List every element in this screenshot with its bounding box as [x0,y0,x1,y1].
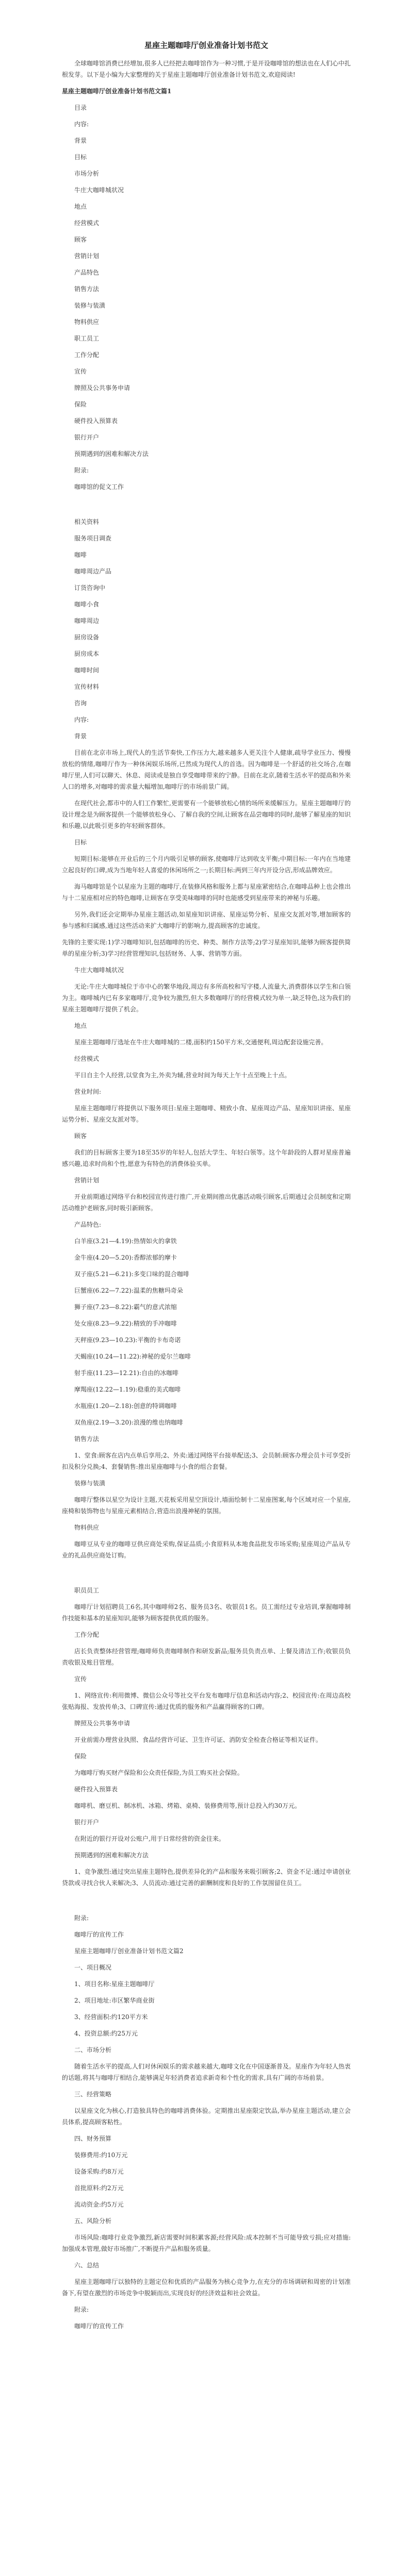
paragraph: 设备采购:约8万元 [74,2168,124,2175]
paragraph: 咖啡豆从专业的咖啡豆供应商处采购,保证品质;小食原料从本地食品批发市场采购;星座周边产品从专业的礼品供应商处订购。 [62,1540,351,1559]
paragraph: 三、经营策略 [74,2091,112,2098]
paragraph: 4、投资总额:约25万元 [74,2030,138,2037]
paragraph: 四、财务预算 [74,2135,112,2142]
paragraph: 厨房设备 [74,634,100,641]
paragraph: 1、堂食:顾客在店内点单后享用;2、外卖:通过网络平台接单配送;3、会员制:顾客办理会员卡可享受折扣及积分兑换;4、套餐销售:推出星座咖啡与小食的组合套餐。 [62,1452,351,1470]
paragraph: 1、竞争激烈:通过突出星座主题特色,提供差异化的产品和服务来吸引顾客;2、资金不足:通过申请创业贷款或寻找合伙人来解决;3、人员流动:通过完善的薪酬制度和良好的工作氛围留住员工。 [62,1868,351,1887]
paragraph: 开业前需办理营业执照、食品经营许可证、卫生许可证、消防安全检查合格证等相关证件。 [74,1736,322,1743]
paragraph: 目标 [74,154,87,161]
paragraph: 1、网络宣传:利用微博、微信公众号等社交平台发布咖啡厅信息和活动内容;2、校园宣传:在周边高校张贴海报、发放传单;3、口碑宣传:通过优质的服务和产品赢得顾客的口碑。 [62,1692,351,1710]
paragraph: 内容: [74,121,89,128]
paragraph: 咖啡厅的宣传工作 [74,2323,124,2330]
paragraph: 星座主题咖啡厅将提供以下服务项目:星座主题咖啡、精致小食、星座周边产品、星座知识讲座、星座运势分析、星座交友派对等。 [62,1105,351,1123]
paragraph: 预期遇到的困难和解决方法 [74,450,149,457]
paragraph: 咖啡厅计划招聘员工6名,其中咖啡师2名、服务员3名、收银员1名。员工需经过专业培训,掌握咖啡制作技能和基本的星座知识,能够为顾客提供优质的服务。 [62,1603,351,1622]
paragraph: 营销计划 [74,1177,100,1184]
paragraph: 双子座(5.21—6.21):多变口味的混合咖啡 [74,1270,189,1278]
paragraph: 星座主题咖啡厅选址在牛庄大咖啡城的二楼,面积约150平方米,交通便利,周边配套设施完善。 [74,1039,328,1046]
paragraph: 服务项目调查 [74,535,112,542]
paragraph: 物料供应 [74,318,100,326]
paragraph: 天秤座(9.23—10.23):平衡的卡布奇诺 [74,1336,181,1344]
paragraph: 职工员工 [74,335,100,342]
paragraph: 咖啡馆的促文工作 [74,483,124,490]
paragraph: 装修费用:约10万元 [74,2151,128,2159]
paragraph: 市场风险:咖啡行业竞争激烈,新店需要时间积累客源;经营风险:成本控制不当可能导致亏损;应对措施:加强成本管理,做好市场推广,不断提升产品和服务质量。 [62,2234,351,2252]
paragraph: 处女座(8.23—9.22):精致的手冲咖啡 [74,1320,177,1327]
section-subtitle: 星座主题咖啡厅创业准备计划书范文篇1 [62,88,172,95]
paragraph: 白羊座(3.21—4.19):热情如火的拿铁 [74,1238,177,1245]
paragraph: 首批原料:约2万元 [74,2184,124,2192]
paragraph: 保险 [74,1753,87,1760]
paragraph: 牛庄大咖啡城状况 [74,967,124,974]
paragraph: 店长负责整体经营管理;咖啡师负责咖啡制作和研发新品;服务员负责点单、上餐及清洁工作;收银员负责收银及账目管理。 [62,1648,351,1666]
spacer [62,1566,351,1585]
paragraph: 工作分配 [74,1631,100,1638]
paragraph: 咖啡 [74,551,87,558]
spacer [62,1894,351,1912]
paragraph: 星座主题咖啡厅以独特的主题定位和优质的产品服务为核心竞争力,在充分的市场调研和周密的计划准备下,有望在激烈的市场竞争中脱颖而出,实现良好的经济效益和社会效益。 [62,2278,351,2297]
paragraph: 营业时间: [74,1088,102,1095]
paragraph: 物料供应 [74,1524,100,1531]
paragraph: 狮子座(7.23—8.22):霸气的意式浓缩 [74,1303,177,1311]
paragraph: 2、项目地址:市区繁华商业街 [74,1997,155,2004]
paragraph: 订货咨询中 [74,584,106,591]
paragraph: 星座主题咖啡厅创业准备计划书范文篇2 [74,1947,184,1955]
paragraph: 宣传材料 [74,683,100,690]
paragraph: 一、项目概况 [74,1964,112,1971]
paragraph: 宣传 [74,1675,87,1683]
paragraph: 咖啡小食 [74,601,100,608]
paragraph: 相关资料 [74,518,100,526]
paragraph: 经营模式 [74,219,100,227]
paragraph: 二、市场分析 [74,2046,112,2054]
paragraph: 顾客 [74,236,87,243]
paragraph: 在现代社会,都市中的人们工作繁忙,更需要有一个能够放松心情的场所来缓解压力。星座主题咖啡厅的设计理念是为顾客提供一个能够放松身心、了解自我的空间,让顾客在品尝咖啡的同时,能够了解星座的知识和乐趣,以此吸引更多的年轻顾客群体。 [62,800,351,829]
paragraph: 先锋的主要实现:1)学习咖啡知识,包括咖啡的历史、种类、制作方法等;2)学习星座知识,能够为顾客提供简单的星座分析;3)学习经营管理知识,包括财务、人事、营销等方面。 [62,939,351,957]
paragraph: 保险 [74,401,87,408]
paragraph: 厨房成本 [74,650,100,657]
paragraph: 工作分配 [74,351,100,359]
paragraph: 天蝎座(10.24—11.22):神秘的爱尔兰咖啡 [74,1353,191,1360]
paragraph: 目前在北京市场上,现代人的生活节奏快,工作压力大,越来越多人更关注个人健康,疏导学业压力、慢慢放松的情绪,咖啡厅作为一种休闲娱乐场所,已然成为现代人的首选。因为咖啡是一个舒适的社交场合,在咖啡厅里,人们可以聊天、休息、阅读或是独自享受咖啡带来的宁静。目前在北京,随着生活水平的提高和外来人口的增多,对咖啡的需求量大幅增加,咖啡厅的市场前景广阔。 [62,749,351,790]
paragraph: 射手座(11.23—12.21):自由的冰咖啡 [74,1369,179,1377]
paragraph: 咖啡时间 [74,667,100,674]
paragraph: 为咖啡厅购买财产保险和公众责任保险,为员工购买社会保险。 [74,1769,243,1776]
paragraph: 顾客 [74,1132,87,1140]
paragraph: 牛庄大咖啡城状况 [74,187,124,194]
paragraph: 无论:牛庄大咖啡城位于市中心的繁华地段,周边有多所高校和写字楼,人流量大,消费群体以学生和白领为主。咖啡城内已有多家咖啡厅,竞争较为激烈,但大多数咖啡厅的经营模式较为单一,缺乏特色,这为我们的星座主题咖啡厅提供了机会。 [62,983,351,1013]
paragraph: 咖啡厅整体以星空为设计主题,天花板采用星空顶设计,墙面绘制十二星座图案,每个区域对应一个星座,座椅和装饰物也与星座元素相结合,营造出浪漫神秘的氛围。 [62,1496,351,1515]
paragraph: 巨蟹座(6.22—7.22):温柔的焦糖玛奇朵 [74,1287,183,1294]
paragraph: 职员员工 [74,1587,100,1594]
paragraph: 营销计划 [74,252,100,260]
paragraph: 经营模式 [74,1055,100,1062]
paragraph: 金牛座(4.20—5.20):香醇浓郁的摩卡 [74,1254,177,1261]
paragraph: 产品特色: [74,1221,102,1228]
paragraph: 附录: [74,2306,89,2313]
paragraph: 双鱼座(2.19—3.20):浪漫的维也纳咖啡 [74,1419,183,1426]
intro-paragraph: 全球咖啡馆消费已经增加,很多人已经把去咖啡馆作为一种习惯,于是开设咖啡馆的想法也在人们心中扎根发芽。以下是小编为大家整理的关于星座主题咖啡厅创业准备计划书范文,欢迎阅读! [62,60,351,78]
paragraph: 地点 [74,203,87,210]
paragraph: 目标 [74,839,87,846]
paragraph: 摩羯座(12.22—1.19):稳重的美式咖啡 [74,1386,181,1393]
paragraph: 牌照及公共事务申请 [74,384,130,392]
paragraph: 咖啡周边 [74,617,100,624]
paragraph: 五、风险分析 [74,2217,112,2225]
paragraph: 附录: [74,1914,89,1922]
paragraph: 牌照及公共事务申请 [74,1720,130,1727]
paragraph: 咖啡机、磨豆机、制冰机、冰箱、烤箱、桌椅、装修费用等,预计总投入约30万元。 [74,1802,301,1809]
paragraph: 产品特色 [74,269,100,276]
paragraph: 内容: [74,716,89,723]
paragraph: 硬件投入预算表 [74,417,118,425]
paragraph: 流动资金:约5万元 [74,2201,124,2208]
paragraph: 以星座文化为核心,打造独具特色的咖啡消费体验。定期推出星座限定饮品,举办星座主题活动,建立会员体系,提高顾客粘性。 [62,2107,351,2126]
paragraph: 短期目标:能够在开业后的三个月内吸引足够的顾客,使咖啡厅达到收支平衡;中期目标:一年内在当地建立起良好的口碑,成为当地年轻人喜爱的休闲场所之一;长期目标:两到三年内开设分店,形成品牌效应。 [62,855,351,874]
paragraph: 背景 [74,137,87,144]
paragraph: 装修与装潢 [74,302,106,309]
paragraph: 银行开户 [74,434,100,441]
document [62,40,351,2337]
paragraph: 六、总结 [74,2262,100,2269]
paragraph: 咖啡厅的宣传工作 [74,1931,124,1938]
paragraph: 另外,我们还会定期举办星座主题活动,如星座知识讲座、星座运势分析、星座交友派对等,增加顾客的参与感和归属感,通过这些活动来扩大咖啡厅的影响力,提高顾客的忠诚度。 [62,911,351,929]
paragraph: 背景 [74,733,87,740]
paragraph: 1、项目名称:星座主题咖啡厅 [74,1980,155,1988]
spacer [62,498,351,516]
document-body [62,102,351,2332]
paragraph: 平日自主个人经营,以堂食为主,外卖为辅,营业时间为每天上午十点至晚上十点。 [74,1072,291,1079]
paragraph: 预期遇到的困难和解决方法 [74,1852,149,1859]
paragraph: 咖啡周边产品 [74,568,112,575]
paragraph: 装修与装潢 [74,1480,106,1487]
document-title: 星座主题咖啡厅创业准备计划书范文 [144,41,268,50]
paragraph: 地点 [74,1022,87,1029]
paragraph: 销售方法 [74,1435,100,1443]
paragraph: 随着生活水平的提高,人们对休闲娱乐的需求越来越大,咖啡文化在中国逐渐普及。星座作为年轻人热衷的话题,将其与咖啡厅相结合,能够满足年轻消费者追求新奇和个性化的需求,具有广阔的市场前景。 [62,2063,351,2081]
paragraph: 银行开户 [74,1819,100,1826]
paragraph: 市场分析 [74,170,100,177]
paragraph: 3、经营面积:约120平方米 [74,2013,148,2021]
paragraph: 水瓶座(1.20—2.18):创意的特调咖啡 [74,1402,177,1410]
paragraph: 海马咖啡馆是个以星座为主题的咖啡厅,在装修风格和服务上都与星座紧密结合,在咖啡品种上也会推出与十二星座相对应的特色咖啡,让顾客在享受美味咖啡的同时也能感受到星座带来的神秘与乐趣。 [62,883,351,902]
paragraph: 宣传 [74,368,87,375]
paragraph: 咨询 [74,700,87,707]
paragraph: 目录 [74,104,87,111]
paragraph: 开业前期通过网络平台和校园宣传进行推广,开业期间推出优惠活动吸引顾客,后期通过会员制度和定期活动维护老顾客,同时吸引新顾客。 [62,1193,351,1212]
paragraph: 硬件投入预算表 [74,1786,118,1793]
paragraph: 附录: [74,467,89,474]
paragraph: 我们的目标顾客主要为18至35岁的年轻人,包括大学生、年轻白领等。这个年龄段的人群对星座普遍感兴趣,追求时尚和个性,愿意为有特色的消费体验买单。 [62,1149,351,1167]
paragraph: 在附近的银行开设对公账户,用于日常经营的资金往来。 [74,1835,225,1842]
paragraph: 销售方法 [74,285,100,293]
